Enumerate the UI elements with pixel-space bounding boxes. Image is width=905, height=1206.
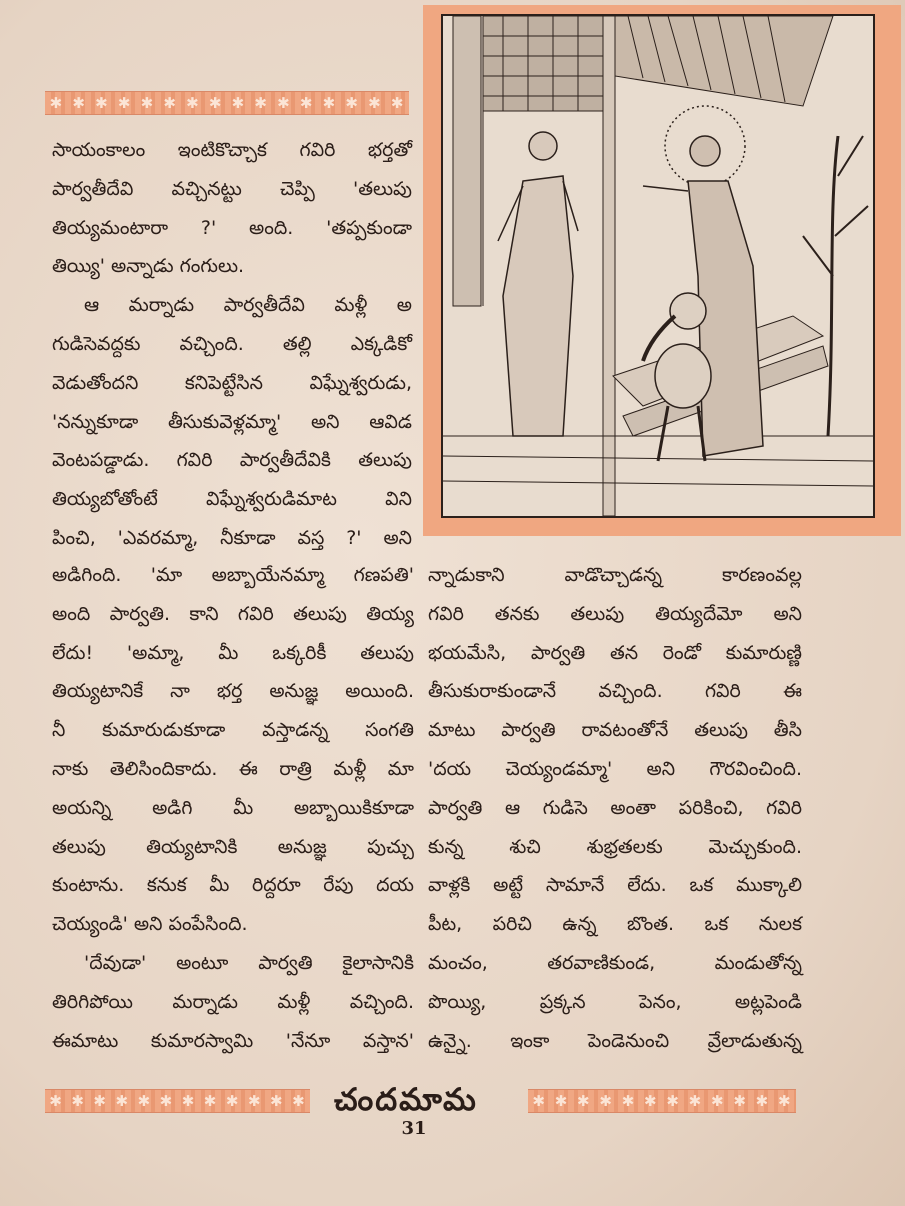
text-line: న్నాడుకాని వాడొచ్చాడన్న కారణంవల్ల xyxy=(428,564,802,586)
left-column-upper xyxy=(52,131,412,558)
text-line: తియ్యి' అన్నాడు గంగులు. xyxy=(52,255,245,278)
text-line: గవిరి తనకు తలుపు తియ్యదేమో అని xyxy=(428,602,802,625)
text-line: వెంటపడ్డాడు. గవిరి పార్వతీదేవికి తలుపు xyxy=(52,449,412,472)
footer-left-decorative-border: ✱ ✱ ✱ ✱ ✱ ✱ ✱ ✱ ✱ ✱ ✱ ✱ xyxy=(45,1089,310,1113)
illustration-drawing-icon xyxy=(443,16,873,516)
text-line: నీ కుమారుడుకూడా వస్తాడన్న సంగతి xyxy=(52,719,414,742)
story-illustration xyxy=(441,14,875,518)
footer-right-decorative-border: ✱ ✱ ✱ ✱ ✱ ✱ ✱ ✱ ✱ ✱ ✱ ✱ xyxy=(528,1089,796,1113)
text-line: వాళ్లకి అట్టే సామానే లేదు. ఒక ముక్కాలి xyxy=(428,874,802,897)
text-line: తియ్యబోతోంటే విఘ్నేశ్వరుడిమాట విని xyxy=(52,488,412,511)
text-line: మంచం, తరవాణికుండ, మండుతోన్న xyxy=(428,951,802,974)
text-line: 'దేవుడా' అంటూ పార్వతి కైలాసానికి xyxy=(84,951,414,974)
text-line: తలుపు తియ్యటానికి అనుజ్ఞ పుచ్చు xyxy=(52,835,414,858)
text-line: లేదు! 'అమ్మా, మీ ఒక్కరికీ తలుపు xyxy=(52,641,414,664)
text-line: గుడిసెవద్దకు వచ్చింది. తల్లి ఎక్కడికో xyxy=(52,332,412,355)
text-line: ఉన్నై. ఇంకా పెండెనుంచి వ్రేలాడుతున్న xyxy=(428,1029,802,1052)
left-column-lower xyxy=(52,556,414,1060)
text-line: భయమేసి, పార్వతి తన రెండో కుమారుణ్ణి xyxy=(428,641,802,664)
text-line: కున్న శుచి శుభ్రతలకు మెచ్చుకుంది. xyxy=(428,835,802,858)
text-line: వెడుతోందని కనిపెట్టేసిన విఘ్నేశ్వరుడు, xyxy=(52,371,412,394)
text-line: సాయంకాలం ఇంటికొచ్చాక గవిరి భర్తతో xyxy=(52,139,412,161)
text-line: అడిగింది. 'మా అబ్బాయేనమ్మా గణపతి' xyxy=(52,564,414,586)
top-decorative-border: ✱ ✱ ✱ ✱ ✱ ✱ ✱ ✱ ✱ ✱ ✱ ✱ ✱ ✱ ✱ ✱ xyxy=(45,91,409,115)
text-line: పీట, పరిచి ఉన్న బొంత. ఒక నులక xyxy=(428,913,802,936)
text-line: ఈమాటు కుమారస్వామి 'నేనూ వస్తాన' xyxy=(52,1029,414,1052)
text-line: 'దయ చెయ్యండమ్మా' అని గౌరవించింది. xyxy=(428,757,802,780)
text-line: చెయ్యండి' అని పంపేసింది. xyxy=(52,913,248,936)
page-number: 31 xyxy=(401,1118,427,1139)
text-line: తీసుకురాకుండానే వచ్చింది. గవిరి ఈ xyxy=(428,680,802,703)
text-line: పార్వతీదేవి వచ్చినట్టు చెప్పి 'తలుపు xyxy=(52,177,412,200)
text-line: మాటు పార్వతి రావటంతోనే తలుపు తీసి xyxy=(428,719,802,742)
text-line: 'నన్నుకూడా తీసుకువెళ్లమ్మా' అని ఆవిడ xyxy=(52,410,412,433)
text-line: తియ్యటానికే నా భర్త అనుజ్ఞ అయింది. xyxy=(52,680,414,703)
text-line: కుంటాను. కనుక మీ రిద్దరూ రేపు దయ xyxy=(52,874,414,897)
text-line: పించి, 'ఎవరమ్మా, నీకూడా వస్త ?' అని xyxy=(52,526,412,549)
right-column xyxy=(428,556,802,1060)
text-line: పొయ్యి, ప్రక్కన పెనం, అట్లపెండి xyxy=(428,990,802,1013)
text-line: తిరిగిపోయి మర్నాడు మళ్లీ వచ్చింది. xyxy=(52,990,414,1013)
text-line: పార్వతి ఆ గుడిసె అంతా పరికించి, గవిరి xyxy=(428,796,802,819)
magazine-masthead: చందమామ xyxy=(334,1082,478,1118)
text-line: ఆ మర్నాడు పార్వతీదేవి మళ్లీ అ xyxy=(84,294,412,317)
text-line: తియ్యమంటారా ?' అంది. 'తప్పకుండా xyxy=(52,216,412,239)
text-line: అయన్ని అడిగి మీ అబ్బాయికికూడా xyxy=(52,796,414,819)
text-line: అంది పార్వతి. కాని గవిరి తలుపు తియ్య xyxy=(52,602,414,625)
text-line: నాకు తెలిసిందికాదు. ఈ రాత్రి మళ్లీ మా xyxy=(52,757,414,780)
